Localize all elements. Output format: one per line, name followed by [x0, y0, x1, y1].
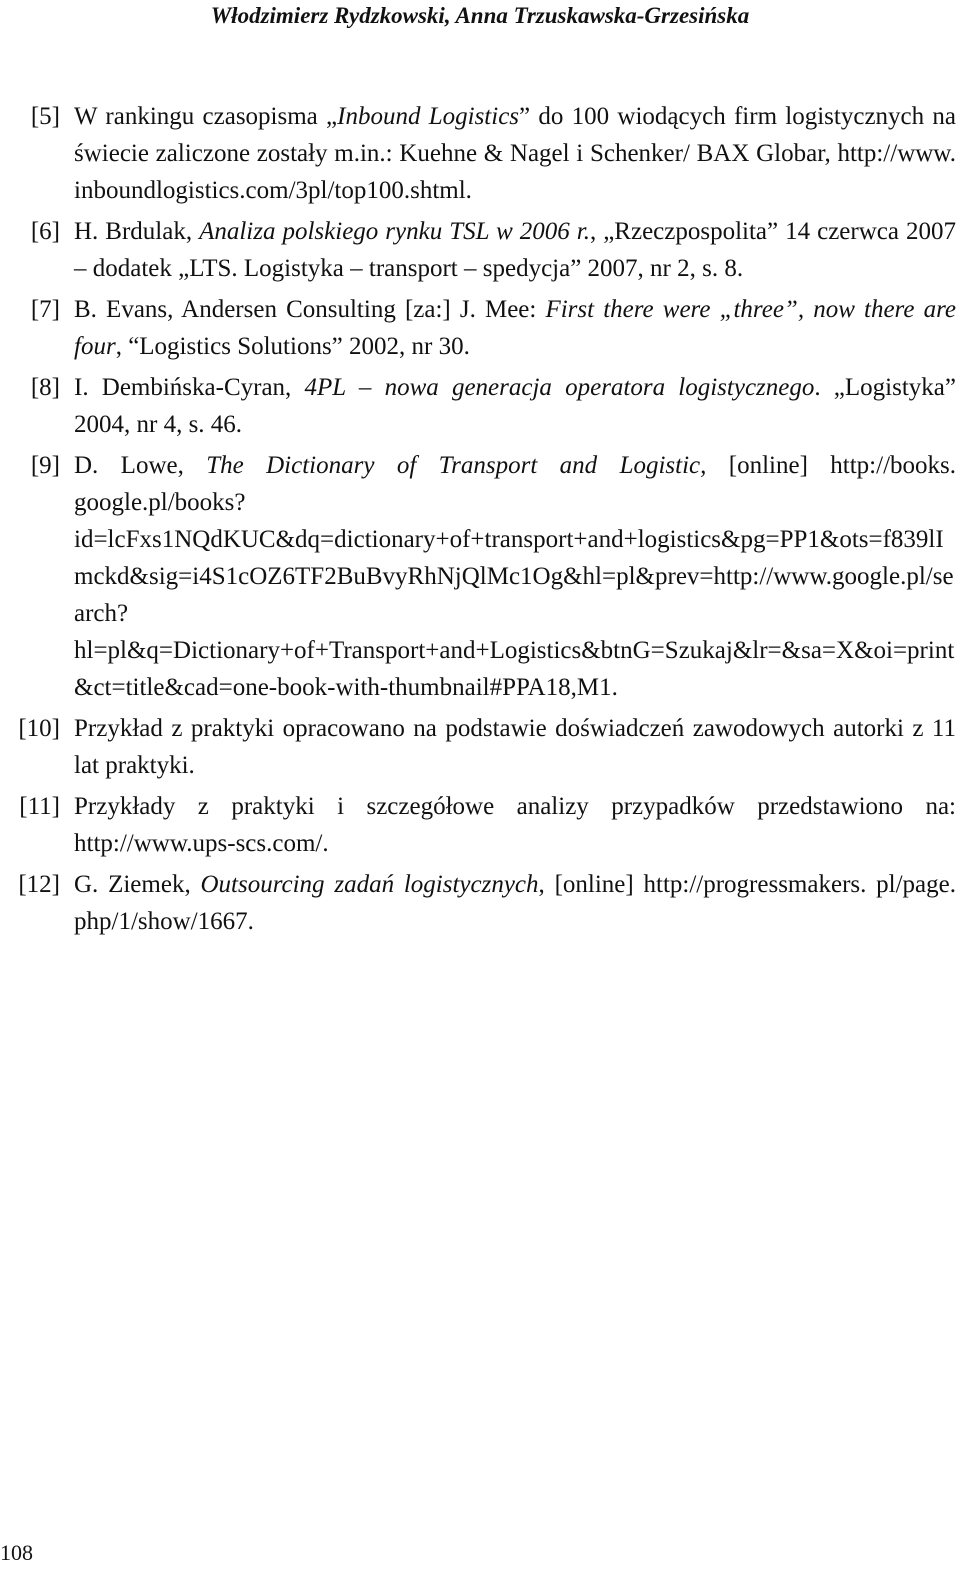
- reference-number: [5]: [30, 103, 60, 130]
- reference-number: [11]: [19, 793, 60, 820]
- publication-title: Outsourcing zadań logistycznych: [200, 871, 539, 898]
- publication-title: The Dictionary of Transport and Logistic,: [206, 452, 707, 479]
- reference-number: [10]: [18, 715, 60, 742]
- reference-item: [0, 213, 960, 287]
- reference-text: B. Evans, Andersen Consulting [za:] J. Mee: First there were „three”, now there are four, “Logistics Solutions” 2002, nr 30.: [74, 296, 956, 360]
- reference-number: [7]: [30, 296, 60, 323]
- reference-text: D. Lowe, The Dictionary of Transport and Logistic, [online] http://books. google.pl/books?id=lcFxs1NQdKUC&dq=dictionary+of+transport+and+logistics&pg=PP1&ots=f839lImckd&sig=i4S1cOZ6TF2BuBvyRhNjQlMc1Og&hl=pl&prev=http://www.google.pl/search?hl=pl&q=Dictionary+of+Transport+and+Logistics&btnG=Szukaj&lr=&sa=X&oi=print&ct=title&cad=one-book-with-thumbnail#PPA18,M1.: [74, 452, 956, 701]
- page-number: 108: [0, 1540, 33, 1565]
- publication-title: Analiza polskiego rynku TSL w 2006 r.: [199, 218, 590, 245]
- publication-title: Inbound Logistics: [337, 103, 520, 130]
- reference-list: [0, 98, 960, 944]
- reference-item: [0, 291, 960, 365]
- reference-item: [0, 788, 960, 862]
- publication-title: First there were „three”, now there are four: [74, 296, 956, 360]
- reference-number: [6]: [30, 218, 60, 245]
- reference-item: [0, 866, 960, 940]
- running-header: Włodzimierz Rydzkowski, Anna Trzuskawska-Grzesińska: [210, 3, 750, 28]
- reference-text: I. Dembińska-Cyran, 4PL – nowa generacja operatora logistycznego. „Logistyka” 2004, nr 4, s. 46.: [74, 374, 956, 438]
- reference-item: [0, 369, 960, 443]
- reference-number: [8]: [30, 374, 60, 401]
- reference-text: W rankingu czasopisma „Inbound Logistics” do 100 wiodących firm logistycznych na świecie zaliczone zostały m.in.: Kuehne & Nagel i Schenker/ BAX Globar, http://www. inboundlogistics.com/3pl/top100.shtml.: [74, 103, 956, 204]
- reference-text: H. Brdulak, Analiza polskiego rynku TSL w 2006 r., „Rzeczpospolita” 14 czerwca 2007 – dodatek „LTS. Logistyka – transport – spedycja” 2007, nr 2, s. 8.: [74, 218, 956, 282]
- reference-text: G. Ziemek, Outsourcing zadań logistycznych, [online] http://progressmakers. pl/page. php/1/show/1667.: [74, 871, 956, 935]
- reference-number: [9]: [30, 452, 60, 479]
- reference-item: [0, 98, 960, 209]
- reference-text: Przykład z praktyki opracowano na podstawie doświadczeń zawodowych autorki z 11 lat praktyki.: [74, 715, 956, 779]
- reference-item: [0, 710, 960, 784]
- reference-item: [0, 447, 960, 706]
- publication-title: 4PL – nowa generacja operatora logistycznego: [304, 374, 815, 401]
- reference-text: Przykłady z praktyki i szczegółowe analizy przypadków przedstawiono na: http://www.ups-scs.com/.: [74, 793, 956, 857]
- reference-number: [12]: [18, 871, 60, 898]
